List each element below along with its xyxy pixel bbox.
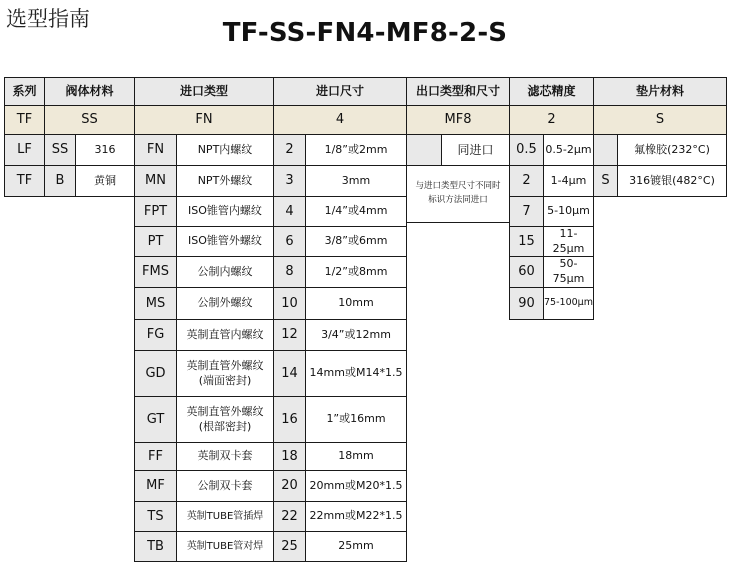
filter-desc: 11-25μm xyxy=(543,226,594,257)
inlet-size-code: 22 xyxy=(273,501,306,532)
inlet-type-desc: 英制TUBE管对焊 xyxy=(176,531,274,562)
inlet-type-code: FN xyxy=(134,134,177,166)
inlet-type-desc-line1: 英制直管外螺纹 xyxy=(186,404,264,418)
inlet-type-desc: ISO锥管内螺纹 xyxy=(176,196,274,227)
inlet-size-desc: 3/8”或6mm xyxy=(305,226,407,257)
filter-desc: 0.5-2μm xyxy=(543,134,594,166)
filter-desc: 75-100μm xyxy=(543,287,594,320)
selected-inlet-size: 4 xyxy=(273,105,407,135)
inlet-type-desc: 公制双卡套 xyxy=(176,470,274,502)
header-inlet-size: 进口尺寸 xyxy=(273,77,407,106)
inlet-size-code: 6 xyxy=(273,226,306,257)
selected-body-material: SS xyxy=(44,105,135,135)
inlet-type-desc-line2: (端面密封) xyxy=(198,373,252,387)
inlet-type-code: TB xyxy=(134,531,177,562)
outlet-code-blank xyxy=(406,134,442,166)
inlet-size-desc: 18mm xyxy=(305,442,407,471)
body-material-desc: 316 xyxy=(75,134,135,166)
inlet-size-desc: 20mm或M20*1.5 xyxy=(305,470,407,502)
selected-gasket: S xyxy=(593,105,727,135)
inlet-size-code: 20 xyxy=(273,470,306,502)
gasket-code: S xyxy=(593,165,618,197)
series-option: TF xyxy=(4,165,45,197)
header-series: 系列 xyxy=(4,77,45,106)
filter-desc: 50-75μm xyxy=(543,256,594,288)
inlet-type-code: MS xyxy=(134,287,177,320)
inlet-type-desc: 英制直管内螺纹 xyxy=(176,319,274,351)
filter-code: 2 xyxy=(509,165,544,197)
inlet-size-code: 16 xyxy=(273,396,306,443)
header-outlet: 出口类型和尺寸 xyxy=(406,77,510,106)
inlet-size-code: 12 xyxy=(273,319,306,351)
inlet-type-desc-line1: 英制直管外螺纹 xyxy=(186,358,264,372)
filter-code: 90 xyxy=(509,287,544,320)
inlet-type-code: MN xyxy=(134,165,177,197)
inlet-type-desc: ISO锥管外螺纹 xyxy=(176,226,274,257)
inlet-size-desc: 1/8”或2mm xyxy=(305,134,407,166)
gasket-desc: 316镀银(482°C) xyxy=(617,165,727,197)
inlet-type-desc: 英制TUBE管插焊 xyxy=(176,501,274,532)
inlet-size-desc: 1/4”或4mm xyxy=(305,196,407,227)
inlet-type-code: TS xyxy=(134,501,177,532)
body-material-desc: 黄铜 xyxy=(75,165,135,197)
filter-desc: 1-4μm xyxy=(543,165,594,197)
header-inlet-type: 进口类型 xyxy=(134,77,274,106)
inlet-type-code: GD xyxy=(134,350,177,397)
selected-outlet: MF8 xyxy=(406,105,510,135)
inlet-size-code: 10 xyxy=(273,287,306,320)
inlet-size-code: 3 xyxy=(273,165,306,197)
inlet-size-desc: 3mm xyxy=(305,165,407,197)
header-filter: 滤芯精度 xyxy=(509,77,594,106)
outlet-option: 同进口 xyxy=(441,134,510,166)
selected-series: TF xyxy=(4,105,45,135)
filter-code: 15 xyxy=(509,226,544,257)
inlet-size-desc: 22mm或M22*1.5 xyxy=(305,501,407,532)
inlet-type-desc: NPT外螺纹 xyxy=(176,165,274,197)
inlet-size-code: 18 xyxy=(273,442,306,471)
inlet-type-desc-line2: (根部密封) xyxy=(198,419,252,433)
header-gasket: 垫片材料 xyxy=(593,77,727,106)
header-body-material: 阀体材料 xyxy=(44,77,135,106)
inlet-type-desc xyxy=(176,350,274,397)
inlet-size-desc: 3/4”或12mm xyxy=(305,319,407,351)
inlet-size-desc: 1”或16mm xyxy=(305,396,407,443)
inlet-type-desc: 公制外螺纹 xyxy=(176,287,274,320)
filter-desc: 5-10μm xyxy=(543,196,594,227)
body-material-code: B xyxy=(44,165,76,197)
inlet-size-desc: 1/2”或8mm xyxy=(305,256,407,288)
inlet-size-desc: 14mm或M14*1.5 xyxy=(305,350,407,397)
inlet-type-code: FG xyxy=(134,319,177,351)
inlet-size-code: 14 xyxy=(273,350,306,397)
inlet-type-code: FF xyxy=(134,442,177,471)
filter-code: 7 xyxy=(509,196,544,227)
gasket-desc: 氟橡胶(232°C) xyxy=(617,134,727,166)
inlet-type-desc xyxy=(176,396,274,443)
inlet-type-code: GT xyxy=(134,396,177,443)
inlet-type-code: FPT xyxy=(134,196,177,227)
inlet-size-code: 25 xyxy=(273,531,306,562)
filter-code: 0.5 xyxy=(509,134,544,166)
inlet-size-desc: 10mm xyxy=(305,287,407,320)
selected-inlet-type: FN xyxy=(134,105,274,135)
inlet-size-code: 2 xyxy=(273,134,306,166)
inlet-type-code: FMS xyxy=(134,256,177,288)
inlet-size-desc: 25mm xyxy=(305,531,407,562)
inlet-type-desc: NPT内螺纹 xyxy=(176,134,274,166)
model-code: TF-SS-FN4-MF8-2-S xyxy=(222,18,508,48)
series-option: LF xyxy=(4,134,45,166)
inlet-type-desc: 英制双卡套 xyxy=(176,442,274,471)
filter-code: 60 xyxy=(509,256,544,288)
body-material-code: SS xyxy=(44,134,76,166)
inlet-type-desc: 公制内螺纹 xyxy=(176,256,274,288)
outlet-note: 与进口类型尺寸不同时标识方法同进口 xyxy=(406,165,510,223)
inlet-size-code: 4 xyxy=(273,196,306,227)
gasket-code xyxy=(593,134,618,166)
selected-filter: 2 xyxy=(509,105,594,135)
inlet-size-code: 8 xyxy=(273,256,306,288)
inlet-type-code: PT xyxy=(134,226,177,257)
inlet-type-code: MF xyxy=(134,470,177,502)
page-title: 选型指南 xyxy=(6,7,90,31)
